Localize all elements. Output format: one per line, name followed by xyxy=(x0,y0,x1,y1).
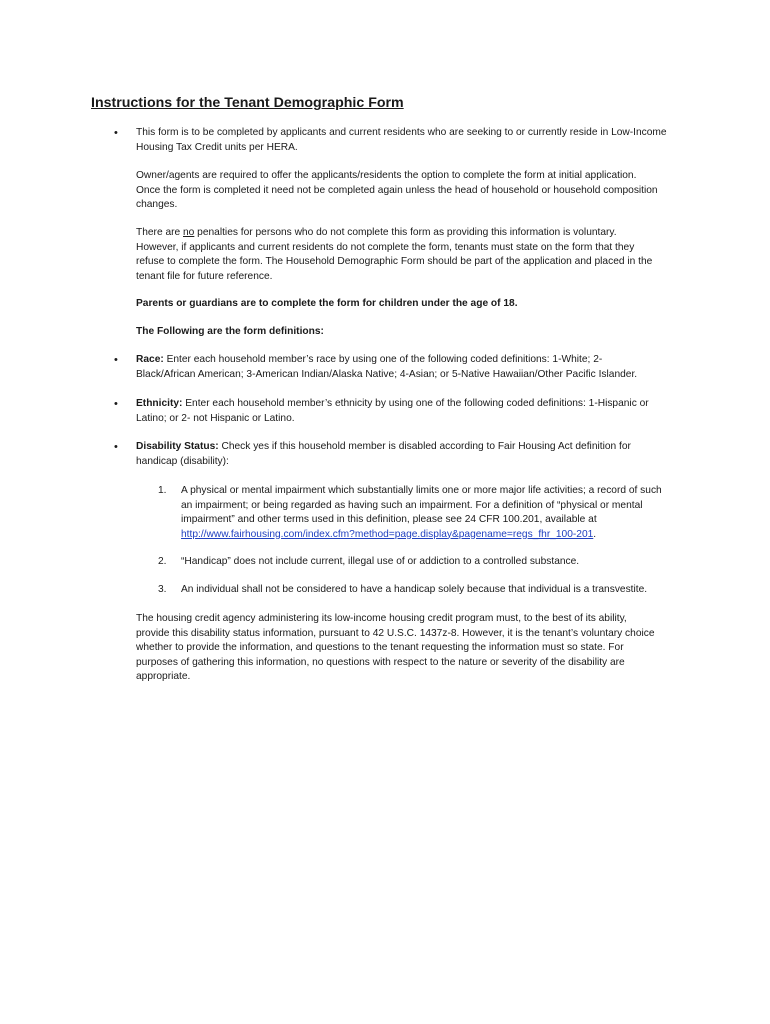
text-line: impairment” and other terms used in this definition, please see 24 CFR 100.201, available at xyxy=(181,514,597,525)
page-title: Instructions for the Tenant Demographic Form xyxy=(91,95,404,111)
text-line: This form is to be completed by applicants and current residents who are seeking to or currently reside in Low-Income xyxy=(136,127,667,138)
intro-paragraph-1 xyxy=(136,126,696,155)
text-line: Parents or guardians are to complete the form for children under the age of 18. xyxy=(136,298,518,309)
ethnicity-label: Ethnicity: xyxy=(136,398,183,409)
bullet-icon: • xyxy=(114,398,118,410)
text-fragment: Enter each household member’s ethnicity by using one of the following coded definitions: 1-Hispanic or xyxy=(182,398,649,409)
text-line: provide this disability status information, pursuant to 42 U.S.C. 1437z-8. However, it is the tenant’s voluntary choice xyxy=(136,627,655,639)
text-line: purposes of gathering this information, no questions with respect to the nature or severity of the disability are xyxy=(136,656,625,668)
text-line xyxy=(136,353,696,368)
text-line: refuse to complete the form. The Household Demographic Form should be part of the application and placed in the xyxy=(136,256,653,267)
emphasis-no: no xyxy=(183,227,195,238)
text-line xyxy=(136,440,696,455)
bullet-icon: • xyxy=(114,441,118,453)
ethnicity-definition xyxy=(136,397,696,426)
text-fragment: penalties for persons who do not complete this form as providing this information is voluntary. xyxy=(194,227,617,238)
list-number: 3. xyxy=(158,584,167,595)
text-line: Black/African American; 3-American Indian/Alaska Native; 4-Asian; or 5-Native Hawaiian/Other Pacific Islander. xyxy=(136,368,638,380)
text-line: whether to provide the information, and questions to the tenant requesting the information must so state. For xyxy=(136,642,624,653)
text-line: “Handicap” does not include current, illegal use of or addiction to a controlled substance. xyxy=(181,556,580,567)
intro-paragraph-3 xyxy=(136,226,696,284)
text-fragment: There are xyxy=(136,227,183,238)
text-line: appropriate. xyxy=(136,671,191,682)
text-line: Once the form is completed it need not be completed again unless the head of household or household composition xyxy=(136,184,658,196)
disability-definition xyxy=(136,440,696,469)
text-line: tenant file for future reference. xyxy=(136,270,273,282)
numbered-item-2 xyxy=(181,555,691,570)
text-fragment: Enter each household member’s race by using one of the following coded definitions: 1-White; 2- xyxy=(163,354,603,365)
text-line: Owner/agents are required to offer the applicants/residents the option to complete the form at initial application. xyxy=(136,170,637,181)
list-number: 1. xyxy=(158,485,167,496)
text-fragment: . xyxy=(593,528,597,540)
definitions-heading xyxy=(136,325,696,340)
text-line: The housing credit agency administering its low-income housing credit program must, to the best of its ability, xyxy=(136,613,627,624)
text-fragment: Check yes if this household member is disabled according to Fair Housing Act definition for xyxy=(218,441,631,452)
bullet-icon: • xyxy=(114,127,118,139)
numbered-item-3 xyxy=(181,583,691,598)
closing-paragraph xyxy=(136,612,696,685)
text-line xyxy=(181,528,691,543)
text-line: A physical or mental impairment which substantially limits one or more major life activities; a record of such xyxy=(181,485,662,496)
parents-note xyxy=(136,297,696,312)
numbered-item-1 xyxy=(181,484,691,542)
text-line: Latino; or 2- not Hispanic or Latino. xyxy=(136,412,295,424)
disability-label: Disability Status: xyxy=(136,441,219,452)
race-label: Race: xyxy=(136,354,164,365)
race-definition xyxy=(136,353,696,382)
text-line xyxy=(136,226,696,241)
bullet-icon: • xyxy=(114,354,118,366)
text-line: an impairment; or being regarded as having such an impairment. For a definition of “physical or mental xyxy=(181,499,643,511)
list-number: 2. xyxy=(158,556,167,567)
text-line: handicap (disability): xyxy=(136,455,229,467)
text-line: changes. xyxy=(136,199,178,210)
text-line: Housing Tax Credit units per HERA. xyxy=(136,141,298,153)
fairhousing-link[interactable]: http://www.fairhousing.com/index.cfm?method=page.display&pagename=regs_fhr_100-201 xyxy=(181,528,594,540)
text-line: However, if applicants and current residents do not complete the form, tenants must state on the form that they xyxy=(136,241,635,253)
text-line xyxy=(136,397,696,412)
intro-paragraph-2 xyxy=(136,169,696,213)
text-line: An individual shall not be considered to have a handicap solely because that individual is a transvestite. xyxy=(181,584,648,595)
text-line: The Following are the form definitions: xyxy=(136,326,324,337)
